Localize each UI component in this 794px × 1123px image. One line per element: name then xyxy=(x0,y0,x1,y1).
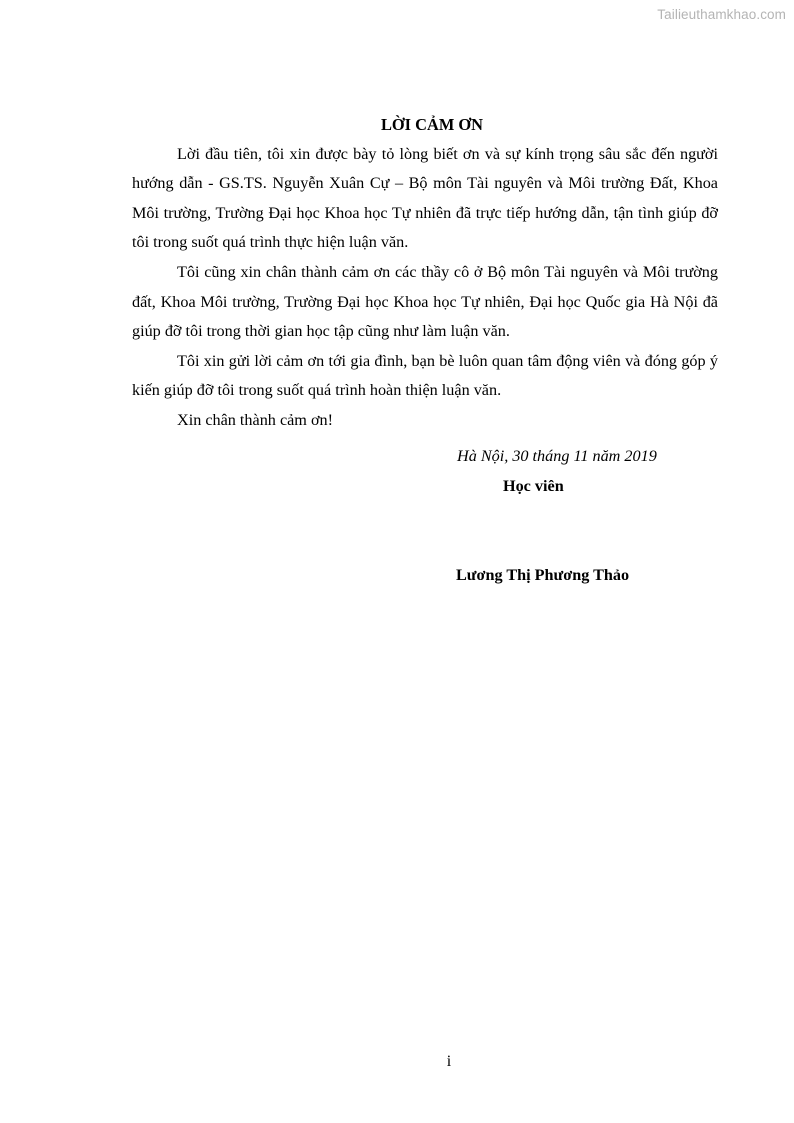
paragraph-acknowledgement-family: Tôi xin gửi lời cảm ơn tới gia đình, bạn bè luôn quan tâm động viên và đóng góp ý kiến giúp đỡ tôi trong suốt quá trình hoàn thiện luận văn. xyxy=(132,351,718,400)
page-number: i xyxy=(446,1053,452,1070)
paragraph-acknowledgement-faculty: Tôi cũng xin chân thành cảm ơn các thầy cô ở Bộ môn Tài nguyên và Môi trường đất, Khoa Môi trường, Trường Đại học Khoa học Tự nhiên, Đại học Quốc gia Hà Nội đã giúp đỡ tôi trong thời gian học tập cũng như làm luận văn. xyxy=(132,262,718,341)
page-title: LỜI CẢM ƠN xyxy=(381,115,483,134)
paragraph-acknowledgement-advisor: Lời đầu tiên, tôi xin được bày tỏ lòng biết ơn và sự kính trọng sâu sắc đến người hướng dẫn - GS.TS. Nguyễn Xuân Cự – Bộ môn Tài nguyên và Môi trường Đất, Khoa Môi trường, Trường Đại học Khoa học Tự nhiên đã trực tiếp hướng dẫn, tận tình giúp đỡ tôi trong suốt quá trình thực hiện luận văn. xyxy=(132,144,718,252)
signature-role: Học viên xyxy=(503,477,564,495)
closing-line: Xin chân thành cảm ơn! xyxy=(177,410,333,429)
document-body xyxy=(132,110,718,436)
signature-place-date: Hà Nội, 30 tháng 11 năm 2019 xyxy=(457,447,657,465)
signature-name: Lương Thị Phương Thảo xyxy=(456,566,630,584)
watermark-text: Tailieuthamkhao.com xyxy=(657,7,786,22)
